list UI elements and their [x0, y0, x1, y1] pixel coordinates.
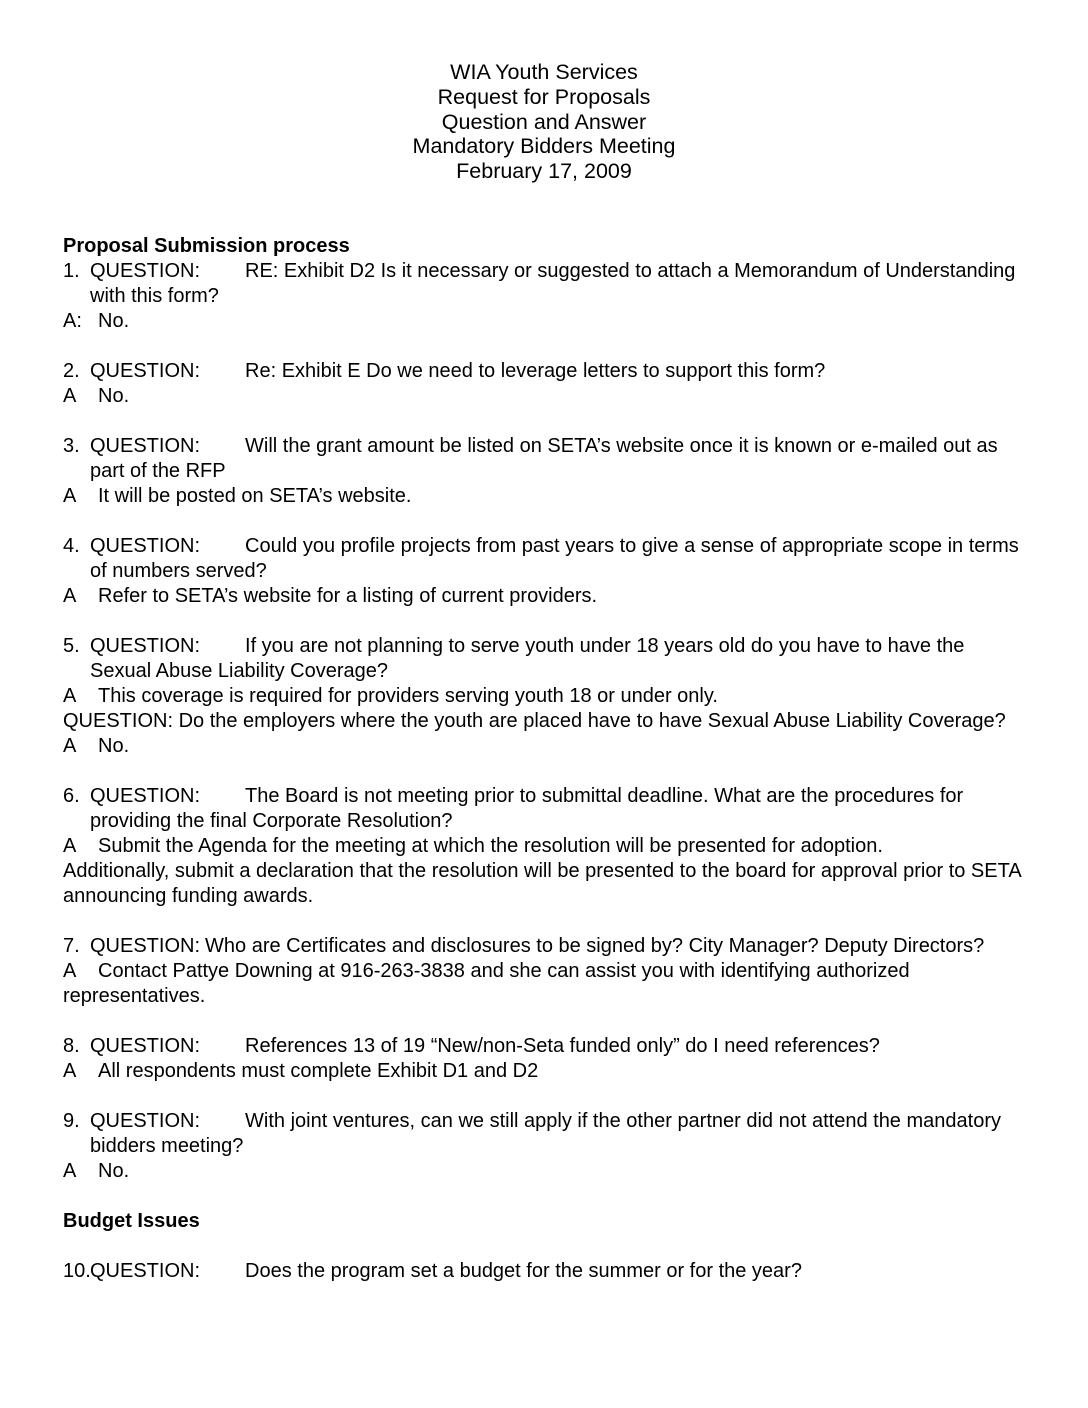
- question-label-9: QUESTION:: [90, 1109, 201, 1132]
- answer-text-4: Refer to SETA’s website for a listing of current providers.: [98, 584, 598, 607]
- answer-marker-1: A:: [63, 309, 82, 332]
- qa-gap-4: [63, 609, 1025, 634]
- question-number-10: 10.: [63, 1259, 91, 1282]
- qa-item-3: [63, 434, 1025, 509]
- question-line-4: [63, 534, 1025, 584]
- question-line-8: [63, 1034, 1025, 1059]
- question-text-10: Does the program set a budget for the summer or for the year?: [245, 1259, 802, 1282]
- question-text-6: The Board is not meeting prior to submittal deadline. What are the procedures for providing the final Corporate Resolution?: [90, 784, 964, 832]
- answer-line-9: [63, 1159, 1025, 1184]
- answer-line-5: [63, 684, 1025, 709]
- question-line-5: [63, 634, 1025, 684]
- qa-gap-2: [63, 409, 1025, 434]
- question-line-10: [63, 1259, 1025, 1284]
- qa-gap-1: [63, 334, 1025, 359]
- header-line-title: WIA Youth Services: [450, 60, 638, 84]
- qa-item-6: [63, 784, 1025, 909]
- answer-line-8: [63, 1059, 1025, 1084]
- question-label-8: QUESTION:: [90, 1034, 201, 1057]
- document-header: [63, 60, 1025, 184]
- qa-item-1: [63, 259, 1025, 334]
- budget-heading-gap: [63, 1234, 1025, 1259]
- question-number-5: 5.: [63, 634, 80, 657]
- qa-gap-8: [63, 1084, 1025, 1109]
- question-text-9: With joint ventures, can we still apply if the other partner did not attend the mandatory bidders meeting?: [90, 1109, 1001, 1157]
- qa-item-7: [63, 934, 1025, 1009]
- header-line-type: Question and Answer: [441, 109, 647, 134]
- qa-item-8: [63, 1034, 1025, 1084]
- qa-gap-5: [63, 759, 1025, 784]
- question-number-4: 4.: [63, 534, 80, 557]
- qa-item-2: [63, 359, 1025, 409]
- followup-answer-line-5: [63, 734, 1025, 759]
- question-label-4: QUESTION:: [90, 534, 201, 557]
- followup-answer-text-5: No.: [98, 734, 130, 757]
- section-heading-proposal-submission: Proposal Submission process: [63, 234, 350, 257]
- question-text-2: Re: Exhibit E Do we need to leverage letters to support this form?: [245, 359, 826, 382]
- answer-line-7: [63, 959, 1025, 984]
- qa-gap-3: [63, 509, 1025, 534]
- qa-item-9: [63, 1109, 1025, 1184]
- answer-marker-6: A: [63, 834, 77, 857]
- question-label-5: QUESTION:: [90, 634, 201, 657]
- qa-gap-6: [63, 909, 1025, 934]
- question-number-2: 2.: [63, 359, 80, 382]
- question-label-6: QUESTION:: [90, 784, 201, 807]
- question-number-6: 6.: [63, 784, 80, 807]
- answer-line-1: [63, 309, 1025, 334]
- question-line-3: [63, 434, 1025, 484]
- answer-line-6: [63, 834, 1025, 859]
- question-text-4: Could you profile projects from past years to give a sense of appropriate scope in terms of numbers served?: [90, 534, 1019, 582]
- question-number-1: 1.: [63, 259, 80, 282]
- answer-text-6: Submit the Agenda for the meeting at which the resolution will be presented for adoption.: [98, 834, 883, 857]
- section-gap: [63, 1184, 1025, 1209]
- qa-list-proposal-submission: [63, 259, 1025, 1184]
- qa-item-4: [63, 534, 1025, 609]
- question-label-1: QUESTION:: [90, 259, 201, 282]
- followup-answer-marker-5: A: [63, 734, 77, 757]
- question-label-2: QUESTION:: [90, 359, 201, 382]
- header-line-subtitle: Request for Proposals: [437, 84, 651, 109]
- answer-line-3: [63, 484, 1025, 509]
- answer-marker-5: A: [63, 684, 77, 707]
- answer-text-7: Contact Pattye Downing at 916-263-3838 and she can assist you with identifying authorized: [98, 959, 910, 982]
- header-line-meeting: Mandatory Bidders Meeting: [412, 134, 676, 159]
- question-label-7: QUESTION:: [90, 934, 201, 957]
- answer-continuation-7: representatives.: [63, 984, 206, 1007]
- answer-marker-9: A: [63, 1159, 77, 1182]
- question-text-1: RE: Exhibit D2 Is it necessary or suggested to attach a Memorandum of Understanding with this form?: [90, 259, 1016, 307]
- question-line-2: [63, 359, 1025, 384]
- question-number-9: 9.: [63, 1109, 80, 1132]
- answer-marker-3: A: [63, 484, 77, 507]
- question-label-10: QUESTION:: [90, 1259, 201, 1282]
- question-label-3: QUESTION:: [90, 434, 201, 457]
- answer-marker-4: A: [63, 584, 77, 607]
- section-heading-budget-issues: Budget Issues: [63, 1209, 200, 1232]
- answer-line-2: [63, 384, 1025, 409]
- question-line-9: [63, 1109, 1025, 1159]
- answer-text-1: No.: [98, 309, 130, 332]
- answer-text-8: All respondents must complete Exhibit D1 and D2: [98, 1059, 539, 1082]
- qa-item-10: [63, 1259, 1025, 1284]
- qa-list-budget-issues: [63, 1259, 1025, 1284]
- answer-line-4: [63, 584, 1025, 609]
- answer-continuation-6: Additionally, submit a declaration that the resolution will be presented to the board for approval prior to SETA announcing funding awards.: [63, 859, 1021, 907]
- answer-text-3: It will be posted on SETA’s website.: [98, 484, 412, 507]
- followup-question-line-5: QUESTION: Do the employers where the youth are placed have to have Sexual Abuse Liability Coverage?: [63, 709, 1006, 732]
- answer-text-2: No.: [98, 384, 130, 407]
- qa-item-5: [63, 634, 1025, 759]
- answer-text-9: No.: [98, 1159, 130, 1182]
- answer-marker-2: A: [63, 384, 77, 407]
- question-text-7: Who are Certificates and disclosures to be signed by? City Manager? Deputy Directors?: [205, 934, 985, 957]
- header-line-date: February 17, 2009: [456, 159, 632, 184]
- header-spacer: [63, 184, 1025, 234]
- question-text-3: Will the grant amount be listed on SETA’s website once it is known or e-mailed out as part of the RFP: [90, 434, 998, 482]
- question-number-8: 8.: [63, 1034, 80, 1057]
- question-number-7: 7.: [63, 934, 80, 957]
- question-number-3: 3.: [63, 434, 80, 457]
- answer-marker-7: A: [63, 959, 77, 982]
- question-text-5: If you are not planning to serve youth under 18 years old do you have to have the Sexual Abuse Liability Coverage?: [90, 634, 965, 682]
- answer-marker-8: A: [63, 1059, 77, 1082]
- question-line-6: [63, 784, 1025, 834]
- question-line-7: [63, 934, 1025, 959]
- question-text-8: References 13 of 19 “New/non-Seta funded only” do I need references?: [245, 1034, 880, 1057]
- question-line-1: [63, 259, 1025, 309]
- answer-text-5: This coverage is required for providers serving youth 18 or under only.: [98, 684, 718, 707]
- qa-gap-7: [63, 1009, 1025, 1034]
